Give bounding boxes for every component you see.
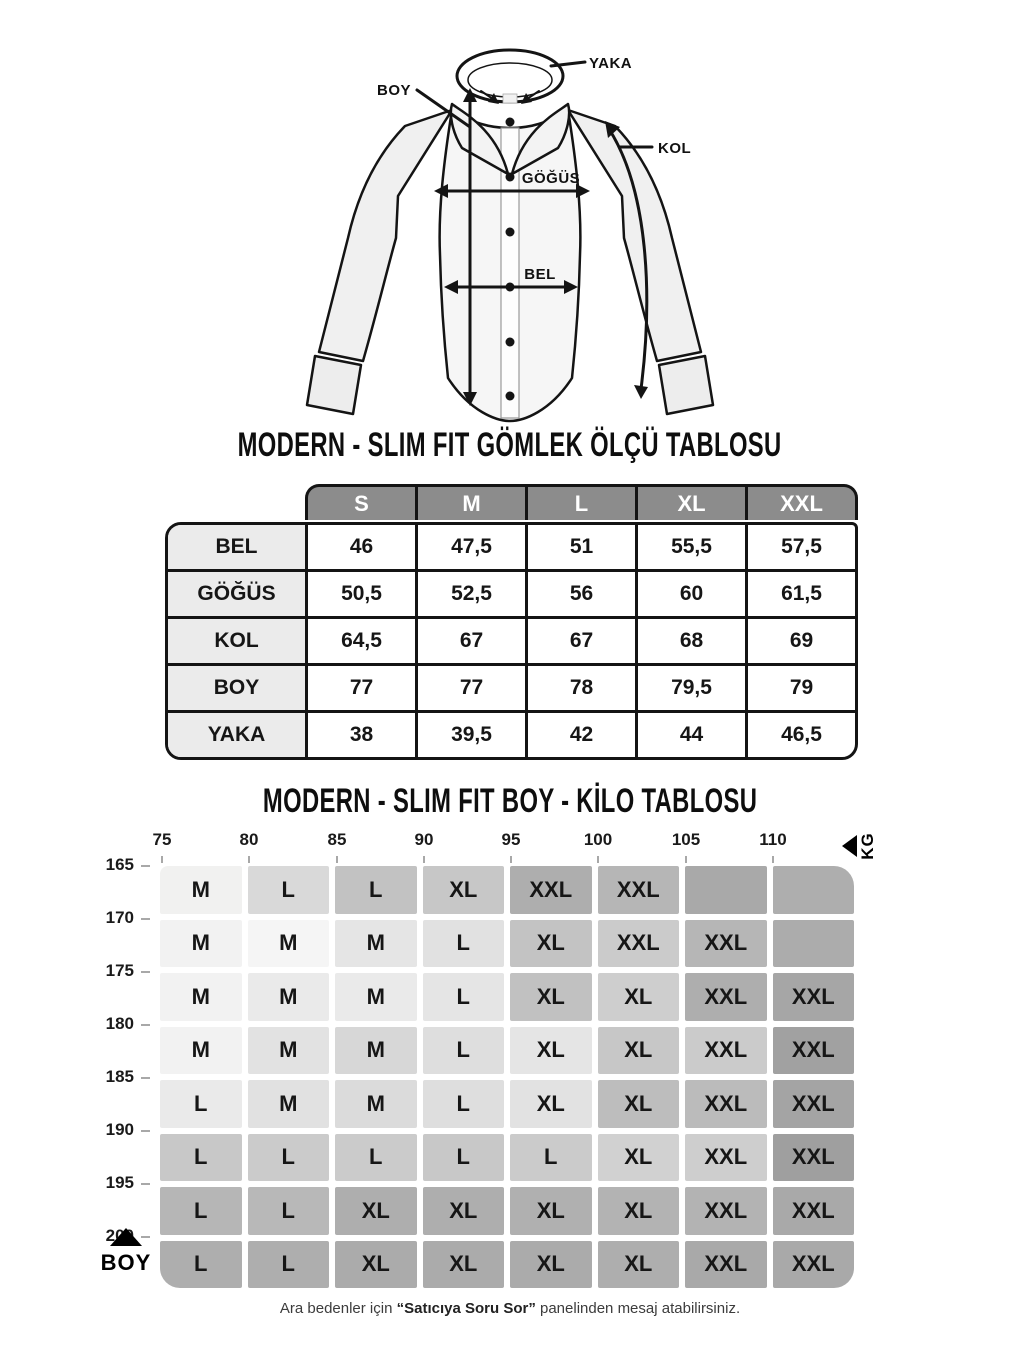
kg-tick-label: 90 xyxy=(414,830,434,849)
size-cell: L xyxy=(423,1080,505,1128)
measure-value-cell: 79,5 xyxy=(635,663,745,710)
measure-value-cell: 44 xyxy=(635,710,745,757)
size-column-header: M xyxy=(415,487,525,520)
footer-prefix: Ara bedenler için xyxy=(279,1300,397,1317)
size-cell: L xyxy=(160,1241,242,1289)
size-cell: XXL xyxy=(598,866,680,914)
size-cell: XXL xyxy=(685,1027,767,1075)
height-tick-label: 200 xyxy=(105,1226,134,1245)
footer-note xyxy=(0,1300,1020,1317)
shirt-measurement-diagram xyxy=(0,0,1020,432)
size-cell: XL xyxy=(598,973,680,1021)
size-cell: XXL xyxy=(773,1241,855,1289)
size-table-body xyxy=(165,522,858,760)
boy-axis-label: BOY xyxy=(100,1250,152,1275)
size-table-title xyxy=(0,428,1020,462)
measure-value-cell: 67 xyxy=(525,616,635,663)
kg-tick-label: 80 xyxy=(239,830,259,849)
size-cell: XL xyxy=(598,1080,680,1128)
kg-tick xyxy=(772,856,774,863)
kg-axis-arrow-icon xyxy=(842,835,857,857)
boy-axis-arrow-icon xyxy=(110,1228,142,1246)
size-cell: L xyxy=(423,1027,505,1075)
size-cell: XL xyxy=(335,1187,417,1235)
kg-tick-label: 105 xyxy=(671,830,701,849)
size-cell: M xyxy=(335,1080,417,1128)
measure-row-label: KOL xyxy=(168,616,305,663)
height-tick-label: 165 xyxy=(105,855,134,874)
kg-tick xyxy=(685,856,687,863)
size-cell: XXL xyxy=(685,1187,767,1235)
kg-tick-label: 75 xyxy=(152,830,172,849)
measure-value-cell: 46 xyxy=(305,525,415,569)
gogus-label: GÖĞÜS xyxy=(521,170,581,187)
measure-value-cell: 77 xyxy=(305,663,415,710)
kg-tick-label: 100 xyxy=(583,830,613,849)
kg-tick xyxy=(161,856,163,863)
measure-value-cell: 46,5 xyxy=(745,710,855,757)
size-cell: XXL xyxy=(773,1134,855,1182)
measure-value-cell: 39,5 xyxy=(415,710,525,757)
yaka-label: YAKA xyxy=(589,55,633,72)
size-cell: L xyxy=(160,1080,242,1128)
size-column-header: XL xyxy=(635,487,745,520)
size-cell: XL xyxy=(598,1027,680,1075)
size-cell: L xyxy=(248,1134,330,1182)
size-cell: M xyxy=(160,1027,242,1075)
kg-axis-label: KG xyxy=(858,832,877,860)
size-cell: XL xyxy=(423,1241,505,1289)
size-cell: M xyxy=(160,920,242,968)
height-tick-label: 170 xyxy=(105,908,134,927)
boy-axis-marker xyxy=(94,1228,158,1276)
size-cell: XXL xyxy=(598,920,680,968)
measure-value-cell: 57,5 xyxy=(745,525,855,569)
kg-tick xyxy=(336,856,338,863)
measure-row-label: GÖĞÜS xyxy=(168,569,305,616)
size-cell: XL xyxy=(598,1241,680,1289)
height-weight-size-grid xyxy=(160,866,854,1288)
kg-tick-label: 95 xyxy=(501,830,521,849)
size-table-header-row xyxy=(305,484,858,520)
shirt-left-cuff xyxy=(307,356,361,414)
height-tick-label: 185 xyxy=(105,1067,134,1086)
kg-axis-marker xyxy=(842,828,879,864)
size-cell: XL xyxy=(510,1187,592,1235)
size-cell: XL xyxy=(510,1080,592,1128)
height-tick-label: 195 xyxy=(105,1173,134,1192)
size-cell: L xyxy=(335,866,417,914)
height-tick xyxy=(141,918,150,920)
kg-tick xyxy=(248,856,250,863)
size-cell: M xyxy=(160,866,242,914)
kg-tick-label: 110 xyxy=(759,830,787,849)
height-tick xyxy=(141,1130,150,1132)
height-tick xyxy=(141,1183,150,1185)
size-cell: L xyxy=(248,866,330,914)
size-cell: XL xyxy=(423,1187,505,1235)
size-cell: M xyxy=(335,973,417,1021)
measure-value-cell: 67 xyxy=(415,616,525,663)
size-cell: XL xyxy=(598,1187,680,1235)
footer-suffix: panelinden mesaj atabilirsiniz. xyxy=(535,1300,741,1317)
size-cell: XL xyxy=(598,1134,680,1182)
size-cell: M xyxy=(335,920,417,968)
size-cell xyxy=(773,866,855,914)
kg-tick xyxy=(510,856,512,863)
measure-row-label: BEL xyxy=(168,525,305,569)
weight-chart-title xyxy=(0,784,1020,818)
size-cell: XXL xyxy=(773,973,855,1021)
height-tick xyxy=(141,971,150,973)
height-tick xyxy=(141,1024,150,1026)
size-cell: XXL xyxy=(685,973,767,1021)
size-cell: XL xyxy=(510,1027,592,1075)
size-cell: XL xyxy=(510,1241,592,1289)
kg-tick xyxy=(597,856,599,863)
measure-value-cell: 38 xyxy=(305,710,415,757)
measure-value-cell: 55,5 xyxy=(635,525,745,569)
measure-value-cell: 52,5 xyxy=(415,569,525,616)
weight-chart-title-text: MODERN - SLIM FIT BOY - KİLO TABLOSU xyxy=(262,782,758,820)
size-cell: XL xyxy=(510,920,592,968)
size-measurement-table xyxy=(165,484,858,760)
size-cell xyxy=(685,866,767,914)
size-cell: XL xyxy=(510,973,592,1021)
size-cell: M xyxy=(248,1080,330,1128)
size-cell: XXL xyxy=(685,1241,767,1289)
size-cell: L xyxy=(160,1134,242,1182)
measure-value-cell: 64,5 xyxy=(305,616,415,663)
measure-value-cell: 42 xyxy=(525,710,635,757)
measure-value-cell: 68 xyxy=(635,616,745,663)
kg-tick-label: 85 xyxy=(327,830,347,849)
measure-value-cell: 51 xyxy=(525,525,635,569)
size-cell: M xyxy=(248,973,330,1021)
height-tick-label: 190 xyxy=(105,1120,134,1139)
measure-value-cell: 50,5 xyxy=(305,569,415,616)
height-tick xyxy=(141,1077,150,1079)
size-column-header: XXL xyxy=(745,487,855,520)
size-cell: L xyxy=(510,1134,592,1182)
size-cell: M xyxy=(160,973,242,1021)
size-cell: XXL xyxy=(773,1027,855,1075)
size-cell: L xyxy=(423,1134,505,1182)
size-table-title-text: MODERN - SLIM FIT GÖMLEK ÖLÇÜ TABLOSU xyxy=(237,426,783,464)
size-cell: L xyxy=(248,1241,330,1289)
measure-value-cell: 79 xyxy=(745,663,855,710)
kg-axis-label-wrap xyxy=(857,828,879,864)
size-cell: XXL xyxy=(773,1080,855,1128)
boy-label: BOY xyxy=(376,82,411,99)
kg-tick xyxy=(423,856,425,863)
size-cell: L xyxy=(248,1187,330,1235)
size-cell: XXL xyxy=(685,1080,767,1128)
size-cell: L xyxy=(160,1187,242,1235)
shirt-left-sleeve xyxy=(319,110,452,361)
measure-value-cell: 47,5 xyxy=(415,525,525,569)
measure-row-label: BOY xyxy=(168,663,305,710)
footer-highlight: “Satıcıya Soru Sor” xyxy=(396,1300,536,1317)
size-cell: XL xyxy=(423,866,505,914)
measure-value-cell: 78 xyxy=(525,663,635,710)
size-column-header: L xyxy=(525,487,635,520)
measure-row-label: YAKA xyxy=(168,710,305,757)
size-cell: L xyxy=(335,1134,417,1182)
size-cell: XXL xyxy=(510,866,592,914)
height-tick-label: 180 xyxy=(105,1014,134,1033)
measure-value-cell: 60 xyxy=(635,569,745,616)
collar-brand-tag xyxy=(503,94,517,103)
measure-value-cell: 77 xyxy=(415,663,525,710)
measure-value-cell: 61,5 xyxy=(745,569,855,616)
size-cell: XXL xyxy=(685,1134,767,1182)
size-cell: XXL xyxy=(685,920,767,968)
size-cell: M xyxy=(248,1027,330,1075)
measure-value-cell: 56 xyxy=(525,569,635,616)
kol-label: KOL xyxy=(658,140,692,157)
size-cell: L xyxy=(423,973,505,1021)
height-tick-label: 175 xyxy=(105,961,134,980)
size-column-header: S xyxy=(354,490,369,516)
size-cell: XL xyxy=(335,1241,417,1289)
size-cell xyxy=(773,920,855,968)
size-cell: M xyxy=(335,1027,417,1075)
size-cell: XXL xyxy=(773,1187,855,1235)
size-cell: L xyxy=(423,920,505,968)
height-tick xyxy=(141,865,150,867)
measure-value-cell: 69 xyxy=(745,616,855,663)
bel-label: BEL xyxy=(524,266,556,283)
shirt-right-cuff xyxy=(659,356,713,414)
size-cell: M xyxy=(248,920,330,968)
